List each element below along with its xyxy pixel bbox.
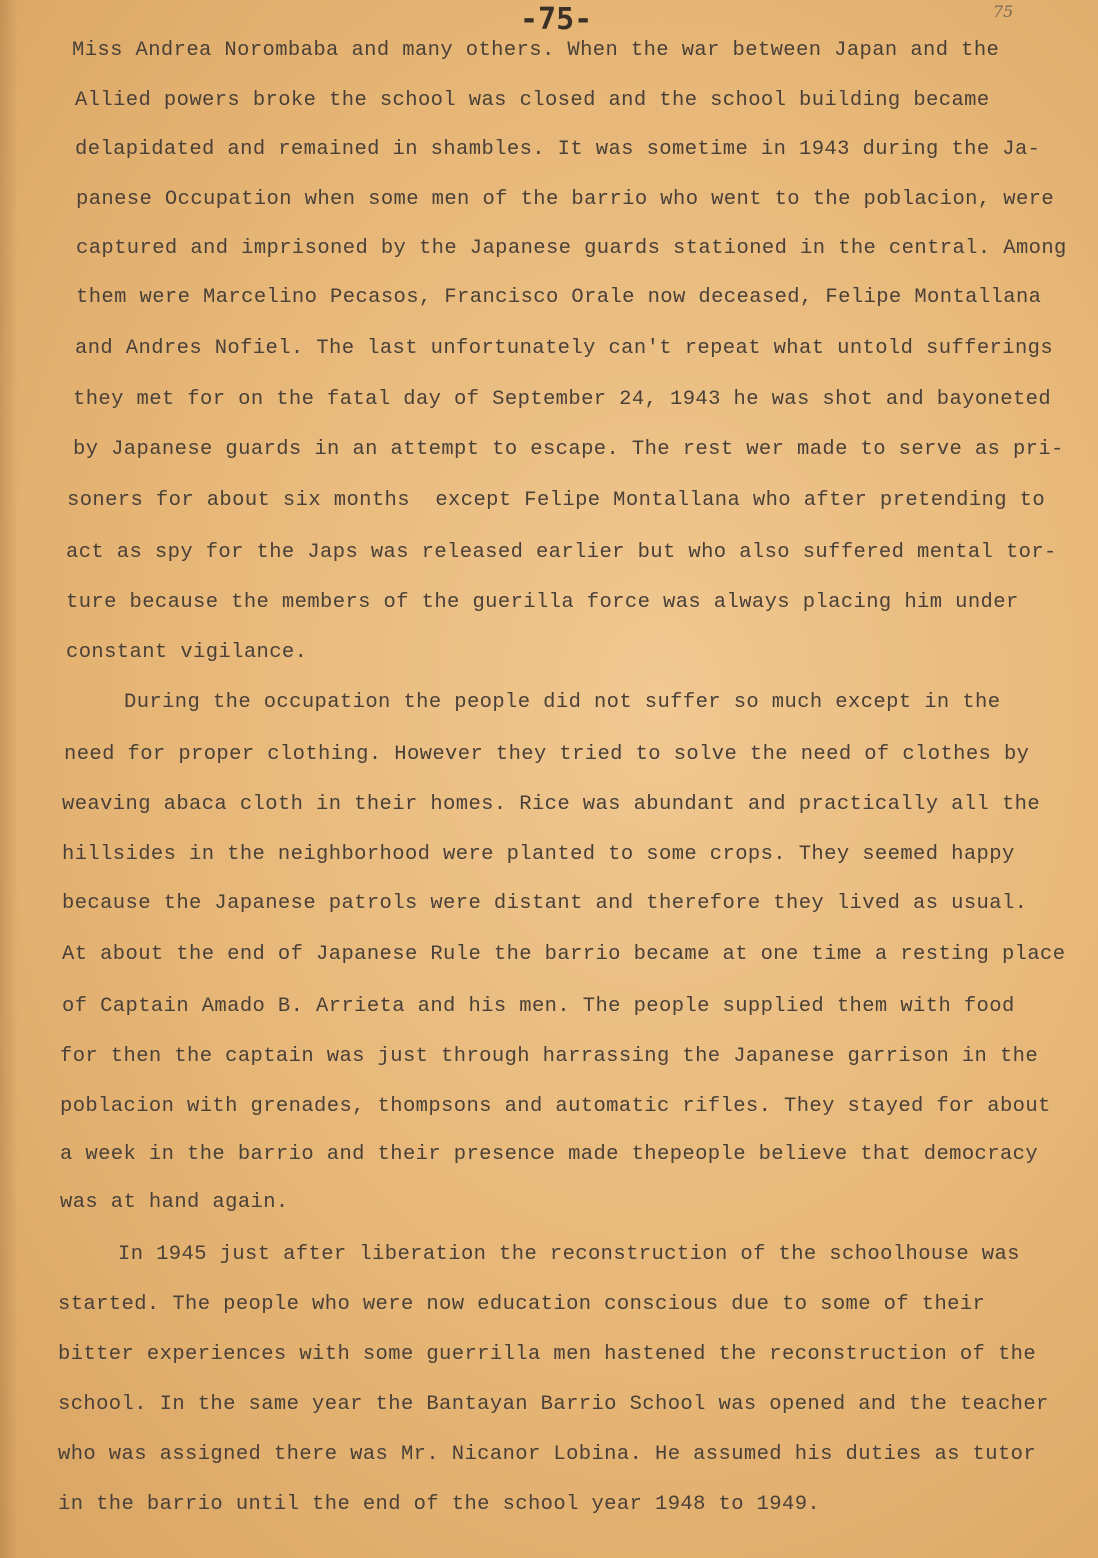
text-line: school. In the same year the Bantayan Barrio School was opened and the teacher — [58, 1393, 1049, 1416]
text-line: them were Marcelino Pecasos, Francisco Orale now deceased, Felipe Montallana — [76, 286, 1042, 309]
text-line: a week in the barrio and their presence made thepeople believe that democracy — [60, 1143, 1039, 1166]
text-line: by Japanese guards in an attempt to escape. The rest wer made to serve as pri- — [73, 438, 1064, 461]
text-line: they met for on the fatal day of September 24, 1943 he was shot and bayoneted — [73, 388, 1052, 411]
text-line: need for proper clothing. However they tried to solve the need of clothes by — [64, 743, 1030, 766]
text-line: poblacion with grenades, thompsons and automatic rifles. They stayed for about — [60, 1095, 1051, 1118]
text-line: Allied powers broke the school was closed and the school building became — [75, 89, 990, 112]
text-line: soners for about six months except Felipe Montallana who after pretending to — [67, 489, 1046, 512]
text-line: who was assigned there was Mr. Nicanor Lobina. He assumed his duties as tutor — [58, 1443, 1037, 1466]
text-line: bitter experiences with some guerrilla men hastened the reconstruction of the — [58, 1343, 1037, 1366]
text-line: of Captain Amado B. Arrieta and his men. The people supplied them with food — [62, 995, 1015, 1018]
text-line: was at hand again. — [60, 1191, 289, 1214]
text-line: constant vigilance. — [66, 641, 308, 664]
text-line: delapidated and remained in shambles. It was sometime in 1943 during the Ja- — [75, 138, 1041, 161]
text-line: started. The people who were now education conscious due to some of their — [58, 1293, 986, 1316]
page-edge-shadow — [0, 0, 18, 1558]
text-line: hillsides in the neighborhood were planted to some crops. They seemed happy — [62, 843, 1015, 866]
text-line: weaving abaca cloth in their homes. Rice was abundant and practically all the — [62, 793, 1041, 816]
text-line: During the occupation the people did not suffer so much except in the — [124, 691, 1001, 714]
text-line: in the barrio until the end of the school year 1948 to 1949. — [58, 1493, 821, 1516]
text-line: Miss Andrea Norombaba and many others. When the war between Japan and the — [72, 39, 1000, 62]
text-line: In 1945 just after liberation the reconstruction of the schoolhouse was — [118, 1243, 1020, 1266]
text-line: and Andres Nofiel. The last unfortunately can't repeat what untold sufferings — [75, 337, 1054, 360]
corner-annotation: 75 — [993, 2, 1014, 21]
text-line: for then the captain was just through harrassing the Japanese garrison in the — [60, 1045, 1039, 1068]
text-line: because the Japanese patrols were distant and therefore they lived as usual. — [62, 892, 1028, 915]
text-line: act as spy for the Japs was released earlier but who also suffered mental tor- — [66, 541, 1057, 564]
text-line: captured and imprisoned by the Japanese guards stationed in the central. Among — [76, 237, 1067, 260]
text-line: ture because the members of the guerilla force was always placing him under — [66, 591, 1019, 614]
text-line: panese Occupation when some men of the barrio who went to the poblacion, were — [76, 188, 1055, 211]
text-line: At about the end of Japanese Rule the barrio became at one time a resting place — [62, 943, 1066, 966]
page-number: -75- — [520, 2, 593, 37]
